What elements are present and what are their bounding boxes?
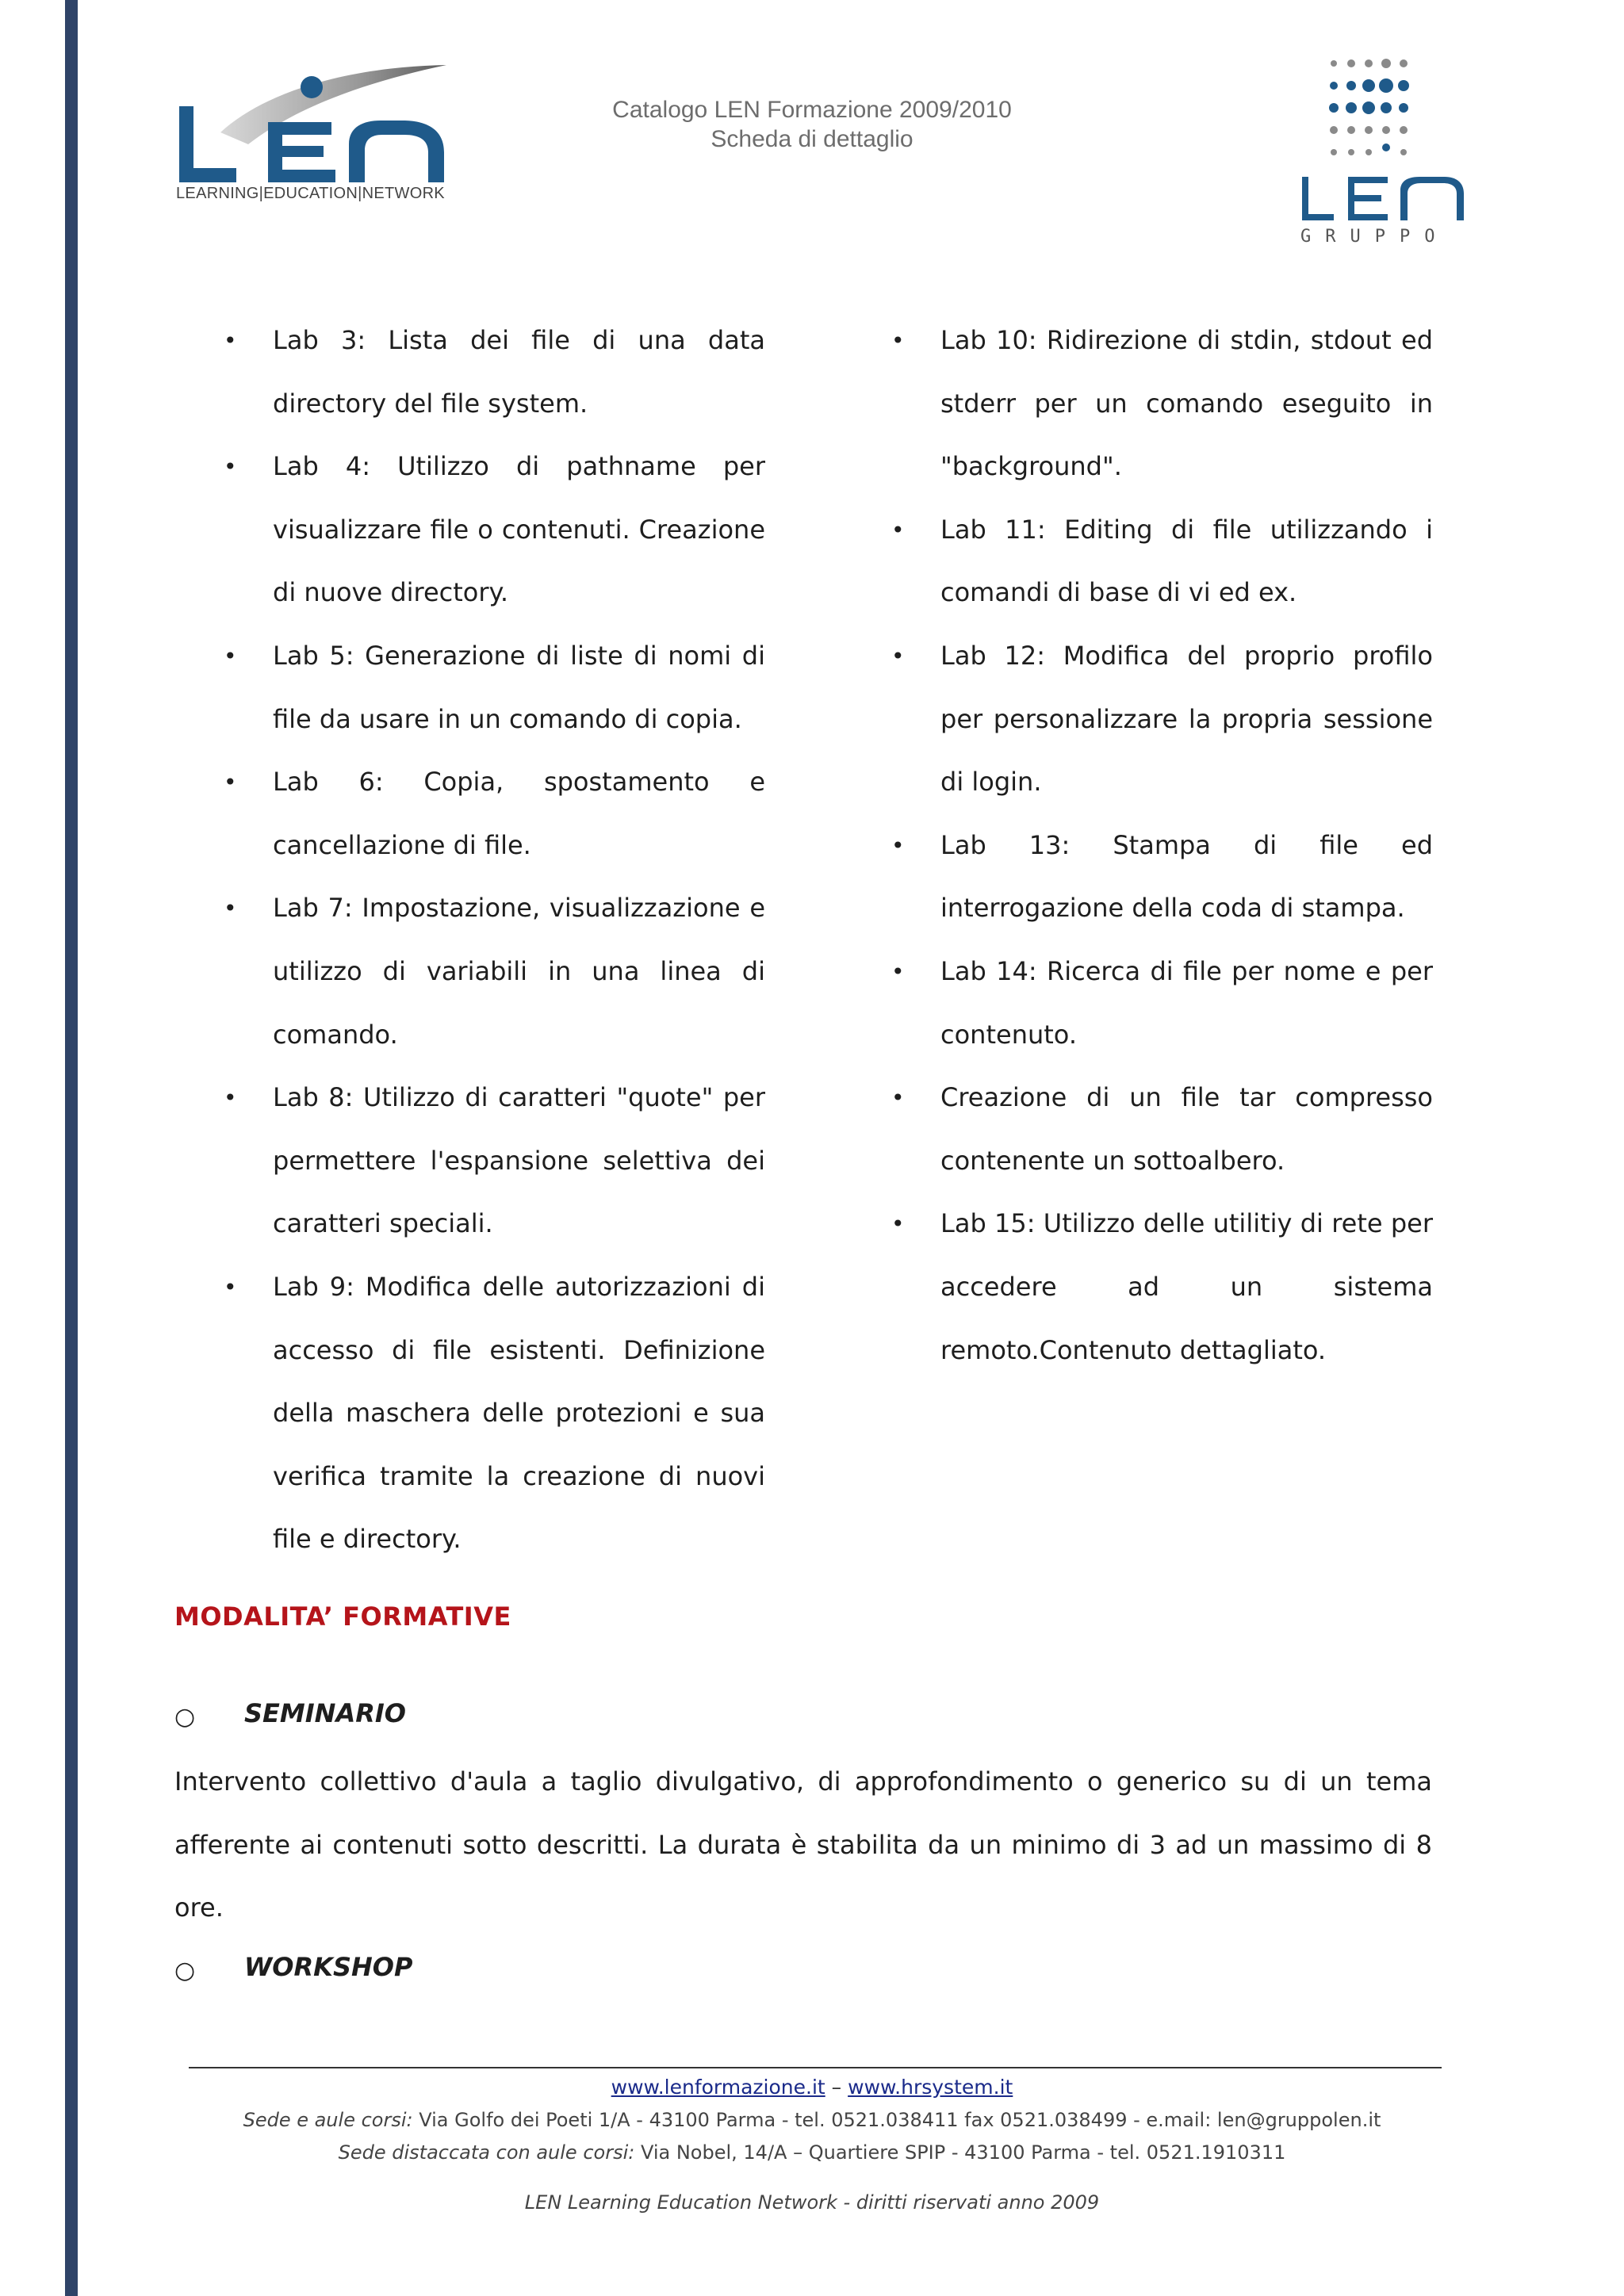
list-item: • Lab 10: Ridirezione di stdin, stdout ed stderr per un comando eseguito in "background". <box>882 309 1433 499</box>
list-item: • Lab 7: Impostazione, visualizzazione e utilizzo di variabili in una linea di comando. <box>214 877 765 1066</box>
list-item: • Lab 13: Stampa di file ed interrogazione della coda di stampa. <box>882 814 1433 940</box>
list-item: • Lab 8: Utilizzo di caratteri "quote" per permettere l'espansione selettiva dei caratteri speciali. <box>214 1066 765 1256</box>
circle-bullet-icon: ○ <box>174 1957 196 1984</box>
bullet-icon: • <box>224 895 237 922</box>
page-left-border <box>65 0 78 2296</box>
document-header-subtitle: Scheda di dettaglio <box>710 126 914 152</box>
link-separator: – <box>831 2076 842 2099</box>
footer-address-secondary: Sede distaccata con aule corsi: Via Nobel, 14/A – Quartiere SPIP - 43100 Parma - tel. 0521.1910311 <box>338 2141 1286 2164</box>
list-item: • Lab 11: Editing di file utilizzando i comandi di base di vi ed ex. <box>882 499 1433 625</box>
footer-links <box>0 2076 1624 2099</box>
bullet-icon: • <box>891 327 905 354</box>
lab-list-left <box>214 309 765 1571</box>
bullet-icon: • <box>891 642 905 669</box>
list-item: • Lab 6: Copia, spostamento e cancellazione di file. <box>214 751 765 877</box>
seminario-label: SEMINARIO <box>244 1698 406 1728</box>
bullet-icon: • <box>224 1273 237 1300</box>
circle-bullet-icon: ○ <box>174 1703 196 1731</box>
len-gruppo-logo <box>1293 54 1475 256</box>
bullet-icon: • <box>224 642 237 669</box>
bullet-icon: • <box>224 769 237 796</box>
bullet-icon: • <box>224 327 237 354</box>
lenformazione-link[interactable]: www.lenformazione.it <box>611 2076 825 2099</box>
footer-divider <box>189 2067 1442 2068</box>
list-item: • Lab 5: Generazione di liste di nomi di file da usare in un comando di copia. <box>214 625 765 751</box>
list-item: • Lab 3: Lista dei file di una data directory del file system. <box>214 309 765 435</box>
list-item: • Lab 9: Modifica delle autorizzazioni di accesso di file esistenti. Definizione della maschera delle protezioni e sua verifica tramite la creazione di nuovi file e directory. <box>214 1256 765 1571</box>
list-item: • Creazione di un file tar compresso contenente un sottoalbero. <box>882 1066 1433 1192</box>
list-item: • Lab 15: Utilizzo delle utilitiy di rete per accedere ad un sistema remoto.Contenuto dettagliato. <box>882 1192 1433 1382</box>
bullet-icon: • <box>891 516 905 543</box>
bullet-icon: • <box>224 1085 237 1112</box>
len-logo-tagline: LEARNING|EDUCATION|NETWORK <box>176 185 445 202</box>
section-heading: MODALITA’ FORMATIVE <box>174 1601 511 1632</box>
bullet-icon: • <box>891 1085 905 1112</box>
bullet-icon: • <box>891 958 905 985</box>
workshop-label: WORKSHOP <box>244 1952 413 1982</box>
len-gruppo-dots-logo <box>1293 54 1475 228</box>
hrsystem-link[interactable]: www.hrsystem.it <box>848 2076 1013 2099</box>
len-gruppo-subtitle: GRUPPO <box>1300 227 1450 247</box>
bullet-icon: • <box>891 1211 905 1238</box>
footer-copyright: LEN Learning Education Network - diritti riservati anno 2009 <box>524 2191 1100 2214</box>
seminario-description: Intervento collettivo d'aula a taglio divulgativo, di approfondimento o generico su di un tema afferente ai contenuti sotto descritti. La durata è stabilita da un minimo di 3 ad un massimo di 8 ore. <box>174 1766 1432 1923</box>
bullet-icon: • <box>224 453 237 480</box>
footer-address-main: Sede e aule corsi: Via Golfo dei Poeti 1/A - 43100 Parma - tel. 0521.038411 fax 0521.038499 - e.mail: len@gruppolen.it <box>243 2109 1381 2131</box>
lab-list-right <box>882 309 1433 1382</box>
document-header-title: Catalogo LEN Formazione 2009/2010 <box>612 97 1012 123</box>
list-item: • Lab 4: Utilizzo di pathname per visualizzare file o contenuti. Creazione di nuove directory. <box>214 435 765 625</box>
list-item: • Lab 12: Modifica del proprio profilo per personalizzare la propria sessione di login. <box>882 625 1433 814</box>
list-item: • Lab 14: Ricerca di file per nome e per contenuto. <box>882 940 1433 1066</box>
bullet-icon: • <box>891 832 905 859</box>
